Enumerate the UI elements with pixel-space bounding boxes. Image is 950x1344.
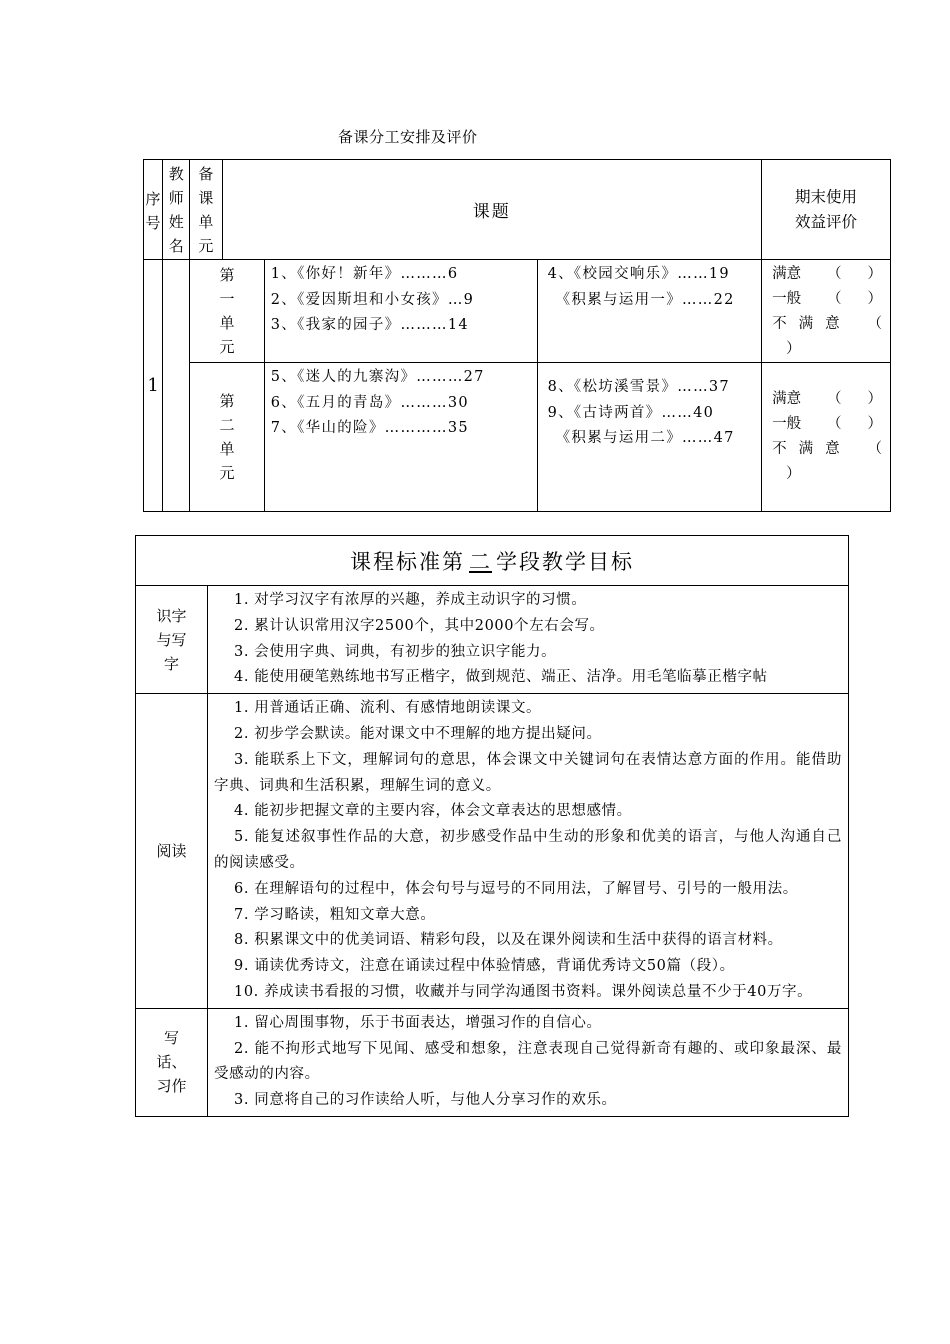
goal-item: 10. 养成读书看报的习惯，收藏并与同学沟通图书资料。课外阅读总量不少于40万字。 [234,983,813,1000]
section-writing [136,1008,849,1116]
page-title: 备课分工安排及评价 [338,128,478,146]
reading-goals [208,694,849,1009]
lesson-item: 9、《古诗两首》……40 [547,404,715,421]
lesson-item: 4、《校园交响乐》……19 [547,266,730,282]
eval-option-average: 一般 （ ） [772,416,882,432]
lesson-item: 3、《我家的园子》………14 [270,317,469,333]
lesson-plan-table [143,159,891,512]
unit-2-lessons-left [264,363,537,512]
lesson-item: 2、《爱因斯坦和小女孩》…9 [270,291,475,308]
standards-title-row [136,536,849,586]
writing-goals [208,1008,849,1116]
goal-item: 8. 积累课文中的优美词语、精彩句段，以及在课外阅读和生活中获得的语言材料。 [234,932,783,949]
goal-item: 3. 同意将自己的习作读给人听，与他人分享习作的欢乐。 [234,1092,617,1109]
lesson-item: 5、《迷人的九寨沟》………27 [270,369,485,385]
unit-name-1: 第 一 单 元 [190,260,264,363]
unit-row-2 [144,363,891,512]
eval-option-unsatisfied: 不满意 （ [772,316,882,332]
eval-option-average: 一般 （ ） [772,291,882,307]
goal-item: 6. 在理解语句的过程中，体会句号与逗号的不同用法，了解冒号、引号的一般用法。 [234,880,798,897]
header-row [144,160,891,260]
teacher-name-cell [163,260,190,512]
header-topic: 课题 [222,160,762,260]
goal-item: 1. 用普通话正确、流利、有感情地朗读课文。 [234,700,542,717]
goal-item: 7. 学习略读，粗知文章大意。 [234,906,436,923]
category-writing: 写 话、 习作 [136,1008,208,1116]
eval-option-satisfied: 满意 （ ） [772,266,882,282]
goal-item: 3. 会使用字典、词典，有初步的独立识字能力。 [234,643,557,660]
unit-1-lessons-left [264,260,537,363]
eval-close-paren: ） [786,466,801,482]
lesson-item: 《积累与运用二》……47 [555,430,735,446]
literacy-goals [208,586,849,694]
goal-item: 4. 能使用硬笔熟练地书写正楷字，做到规范、端正、洁净。用毛笔临摹正楷字帖 [234,669,768,686]
stage-number: 二 [469,549,492,574]
unit-2-lessons-right [537,363,762,512]
eval-close-paren: ） [786,341,801,357]
lesson-item: 1、《你好！新年》………6 [270,266,459,282]
section-reading [136,694,849,1009]
lesson-item: 7、《华山的险》…………35 [270,420,469,436]
lesson-item: 8、《松坊溪雪景》……37 [547,379,730,395]
goal-item: 9. 诵读优秀诗文，注意在诵读过程中体验情感，背诵优秀诗文50篇（段）。 [234,958,735,975]
lesson-item: 6、《五月的青岛》………30 [270,394,469,411]
goal-item: 1. 留心周围事物，乐于书面表达，增强习作的自信心。 [234,1014,602,1031]
unit-2-eval [762,363,891,512]
unit-1-eval [762,260,891,363]
standards-title: 课程标准第 二 学段教学目标 [136,536,849,586]
goal-item: 4. 能初步把握文章的主要内容，体会文章表达的思想感情。 [234,803,632,820]
header-teacher: 教 师 姓 名 [163,160,190,260]
unit-row-1 [144,260,891,363]
header-unit: 备 课 单 元 [190,160,222,260]
goal-item: 3. 能联系上下文，理解词句的意思，体会课文中关键词句在表情达意方面的作用。能借助字典、词典和生活积累，理解生词的意义。 [214,751,842,794]
category-literacy: 识字 与写 字 [136,586,208,694]
header-eval: 期末使用 效益评价 [762,160,891,260]
row-number: 1 [144,260,163,512]
eval-option-satisfied: 满意 （ ） [772,391,882,407]
goal-item: 2. 初步学会默读。能对课文中不理解的地方提出疑问。 [234,725,602,742]
goal-item: 2. 能不拘形式地写下见闻、感受和想象，注意表现自己觉得新奇有趣的、或印象最深、最受感动的内容。 [214,1040,842,1083]
eval-option-unsatisfied: 不满意 （ [772,441,882,457]
curriculum-standards-table [135,535,849,1117]
unit-name-2: 第 二 单 元 [190,363,264,512]
unit-1-lessons-right [537,260,762,363]
goal-item: 5. 能复述叙事性作品的大意，初步感受作品中生动的形象和优美的语言，与他人沟通自己的阅读感受。 [214,829,842,871]
header-seq: 序 号 [144,160,163,260]
goal-item: 2. 累计认识常用汉字2500个，其中2000个左右会写。 [234,617,605,634]
category-reading: 阅读 [136,694,208,1009]
lesson-item: 《积累与运用一》……22 [555,291,735,308]
goal-item: 1. 对学习汉字有浓厚的兴趣，养成主动识字的习惯。 [234,592,587,608]
section-literacy [136,586,849,694]
